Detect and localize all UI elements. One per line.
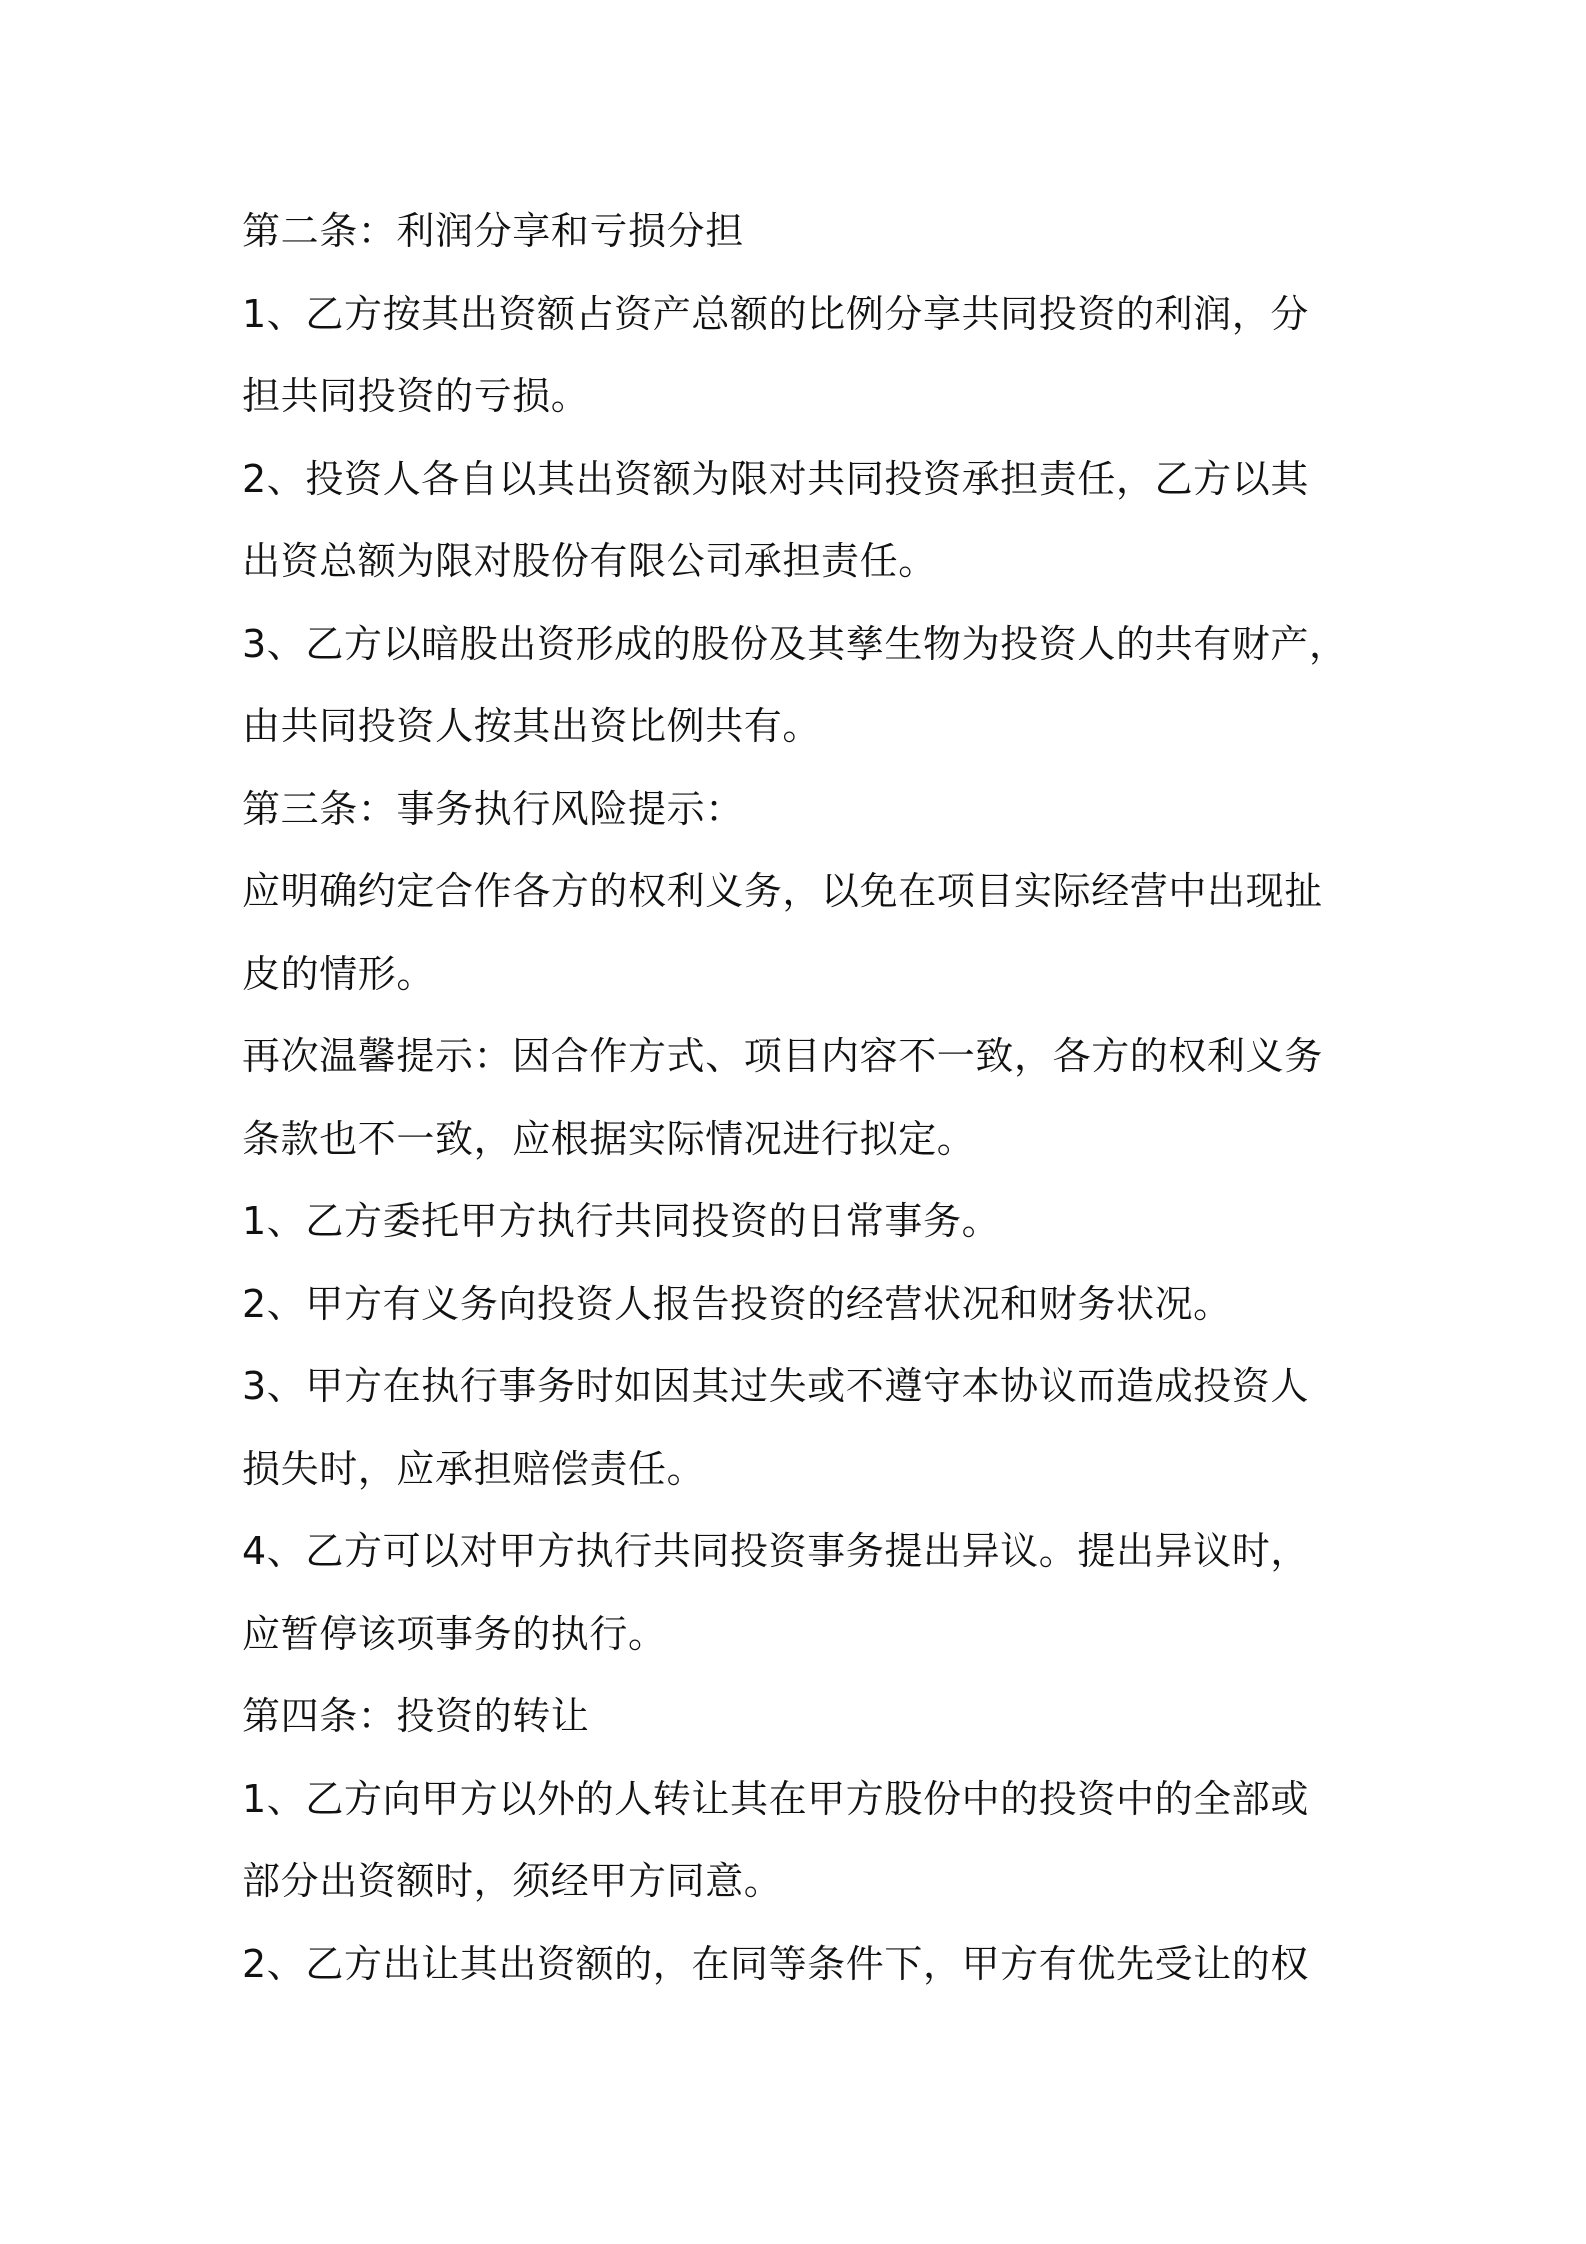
paragraph-line: 担共同投资的亏损。 — [242, 374, 590, 418]
paragraph-line: 3、甲方在执行事务时如因其过失或不遵守本协议而造成投资人 — [242, 1364, 1309, 1408]
paragraph-line: 应明确约定合作各方的权利义务，以免在项目实际经营中出现扯 — [242, 869, 1323, 913]
paragraph-line: 由共同投资人按其出资比例共有。 — [242, 704, 822, 748]
paragraph-line: 2、投资人各自以其出资额为限对共同投资承担责任，乙方以其 — [242, 456, 1309, 501]
paragraph-line: 条款也不一致，应根据实际情况进行拟定。 — [242, 1116, 976, 1161]
paragraph-line: 再次温馨提示：因合作方式、项目内容不一致，各方的权利义务 — [242, 1034, 1323, 1078]
paragraph-line: 2、乙方出让其出资额的，在同等条件下，甲方有优先受让的权 — [242, 1941, 1309, 1986]
paragraph-line: 1、乙方委托甲方执行共同投资的日常事务。 — [242, 1199, 1001, 1243]
paragraph-line: 出资总额为限对股份有限公司承担责任。 — [242, 539, 937, 583]
paragraph-line: 1、乙方向甲方以外的人转让其在甲方股份中的投资中的全部或 — [242, 1776, 1309, 1821]
article-3-heading: 第三条：事务执行风险提示： — [242, 786, 744, 831]
paragraph-line: 皮的情形。 — [242, 951, 436, 996]
paragraph-line: 4、乙方可以对甲方执行共同投资事务提出异议。提出异议时， — [242, 1529, 1309, 1573]
paragraph-line: 应暂停该项事务的执行。 — [242, 1611, 667, 1656]
paragraph-line: 3、乙方以暗股出资形成的股份及其孳生物为投资人的共有财产， — [242, 621, 1348, 666]
document-body — [242, 190, 1362, 2005]
paragraph-line: 1、乙方按其出资额占资产总额的比例分享共同投资的利润，分 — [242, 291, 1309, 336]
paragraph-line: 部分出资额时，须经甲方同意。 — [242, 1859, 783, 1903]
paragraph-line: 2、甲方有义务向投资人报告投资的经营状况和财务状况。 — [242, 1281, 1232, 1326]
paragraph-line: 损失时，应承担赔偿责任。 — [242, 1446, 706, 1491]
article-2-heading: 第二条：利润分享和亏损分担 — [242, 209, 744, 253]
article-4-heading: 第四条：投资的转让 — [242, 1694, 590, 1738]
